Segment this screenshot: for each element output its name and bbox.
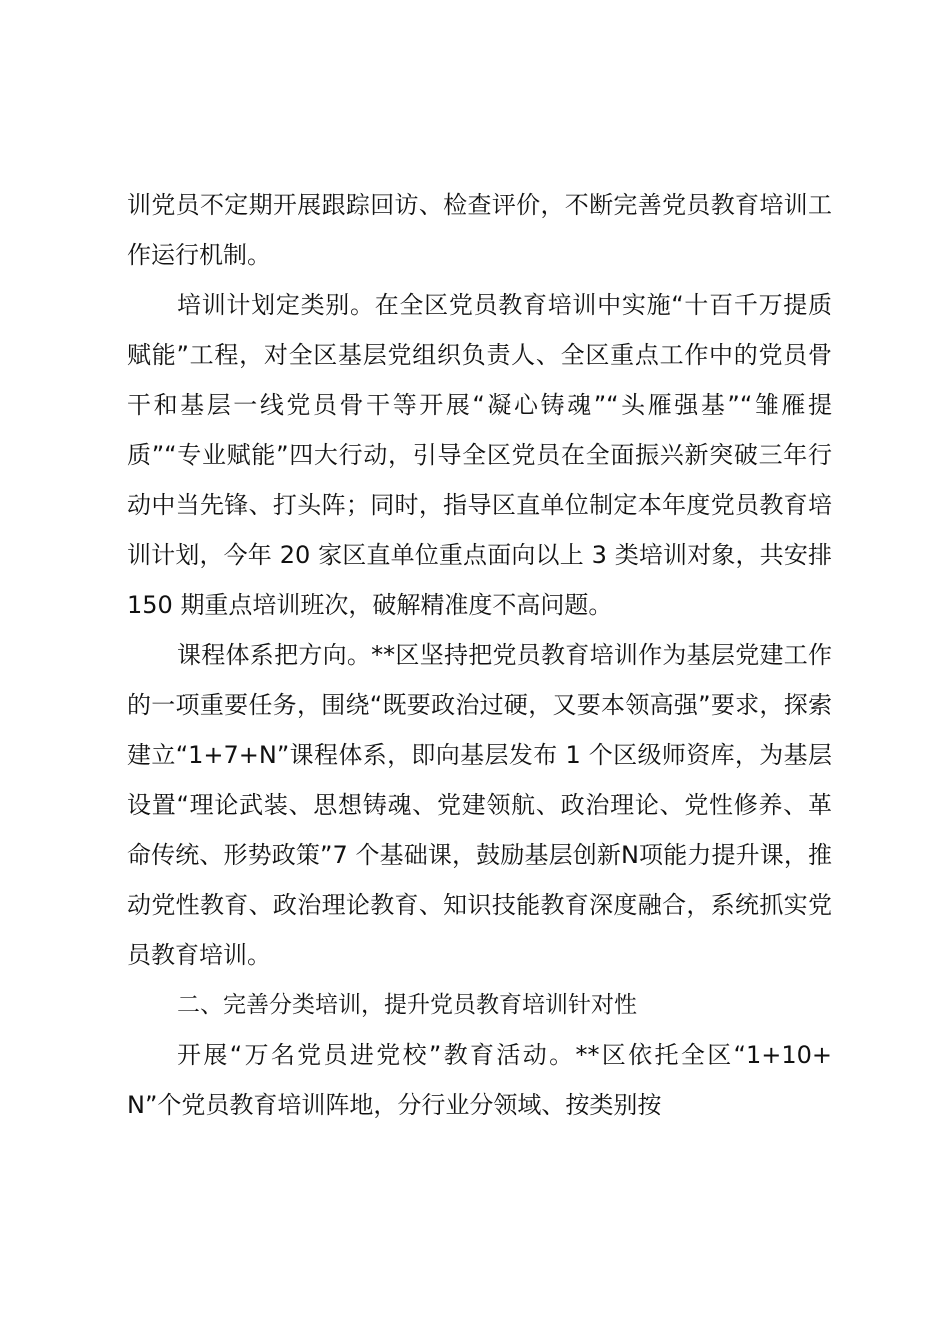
paragraph-training-plan: 培训计划定类别。在全区党员教育培训中实施“十百千万提质赋能”工程，对全区基层党组织负责人、全区重点工作中的党员骨干和基层一线党员骨干等开展“凝心铸魂”“头雁强基”“雏雁提质”“专业赋能”四大行动，引导全区党员在全面振兴新突破三年行动中当先锋、打头阵；同时，指导区直单位制定本年度党员教育培训计划，今年 20 家区直单位重点面向以上 3 类培训对象，共安排 150 期重点培训班次，破解精准度不高问题。 [127,291,832,619]
paragraph-party-school-activity: 开展“万名党员进党校”教育活动。**区依托全区“1+10+N”个党员教育培训阵地，分行业分领域、按类别按 [127,1041,832,1119]
paragraph-course-system: 课程体系把方向。**区坚持把党员教育培训作为基层党建工作的一项重要任务，围绕“既要政治过硬，又要本领高强”要求，探索建立“1+7+N”课程体系，即向基层发布 1 个区级师资库，为基层设置“理论武装、思想铸魂、党建领航、政治理论、党性修养、革命传统、形势政策”7 个基础课，鼓励基层创新N项能力提升课，推动党性教育、政治理论教育、知识技能教育深度融合，系统抓实党员教育培训。 [127,641,832,969]
section-heading-2: 二、完善分类培训，提升党员教育培训针对性 [177,992,637,1018]
paragraph-continued: 训党员不定期开展跟踪回访、检查评价，不断完善党员教育培训工作运行机制。 [127,191,832,269]
document-body [127,180,832,1130]
